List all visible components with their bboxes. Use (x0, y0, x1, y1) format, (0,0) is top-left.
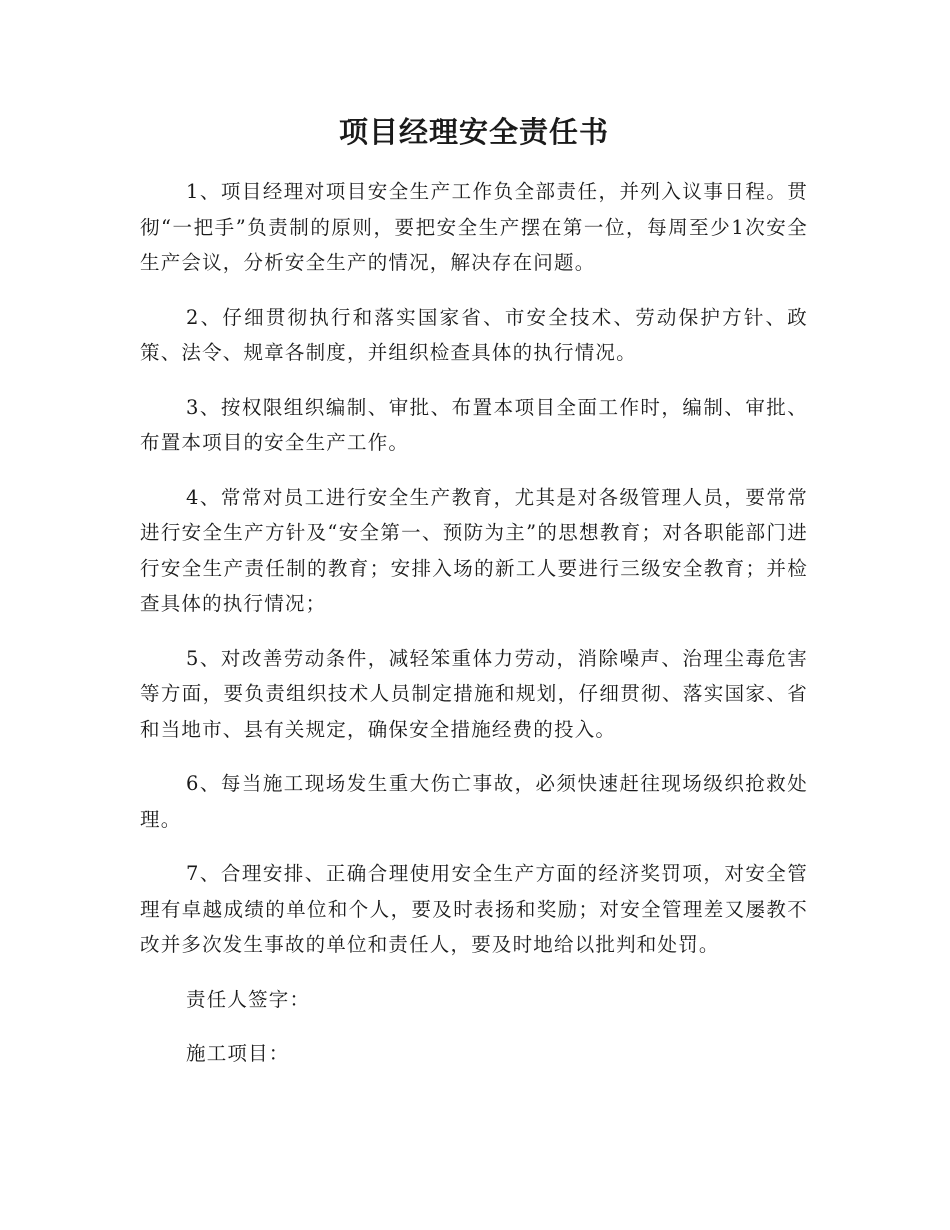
paragraph-3: 3、按权限组织编制、审批、布置本项目全面工作时，编制、审批、布置本项目的安全生产工作。 (140, 395, 808, 454)
paragraph-4: 4、常常对员工进行安全生产教育，尤其是对各级管理人员，要常常进行安全生产方针及“安全第一、预防为主”的思想教育；对各职能部门进行安全生产责任制的教育；安排入场的新工人要进行三级安全教育；并检查具体的执行情况； (140, 485, 808, 615)
document-page (140, 110, 808, 1091)
paragraph-2: 2、仔细贯彻执行和落实国家省、市安全技术、劳动保护方针、政策、法令、规章各制度，并组织检查具体的执行情况。 (140, 305, 808, 364)
paragraph-7: 7、合理安排、正确合理使用安全生产方面的经济奖罚项，对安全管理有卓越成绩的单位和个人，要及时表扬和奖励；对安全管理差又屡教不改并多次发生事故的单位和责任人，要及时地给以批判和处罚。 (140, 862, 808, 956)
signature-label: 责任人签字： (186, 987, 311, 1011)
project-label: 施工项目： (186, 1042, 290, 1065)
paragraph-6: 6、每当施工现场发生重大伤亡事故，必须快速赶往现场级织抢救处理。 (140, 772, 808, 831)
paragraph-5: 5、对改善劳动条件，减轻笨重体力劳动，消除噪声、治理尘毒危害等方面，要负责组织技术人员制定措施和规划，仔细贯彻、落实国家、省和当地市、县有关规定，确保安全措施经费的投入。 (140, 646, 808, 741)
document-title: 项目经理安全责任书 (338, 115, 609, 149)
paragraph-1: 1、项目经理对项目安全生产工作负全部责任，并列入议事日程。贯彻“一把手”负责制的原则，要把安全生产摆在第一位，每周至少1次安全生产会议，分析安全生产的情况，解决存在问题。 (140, 180, 808, 274)
